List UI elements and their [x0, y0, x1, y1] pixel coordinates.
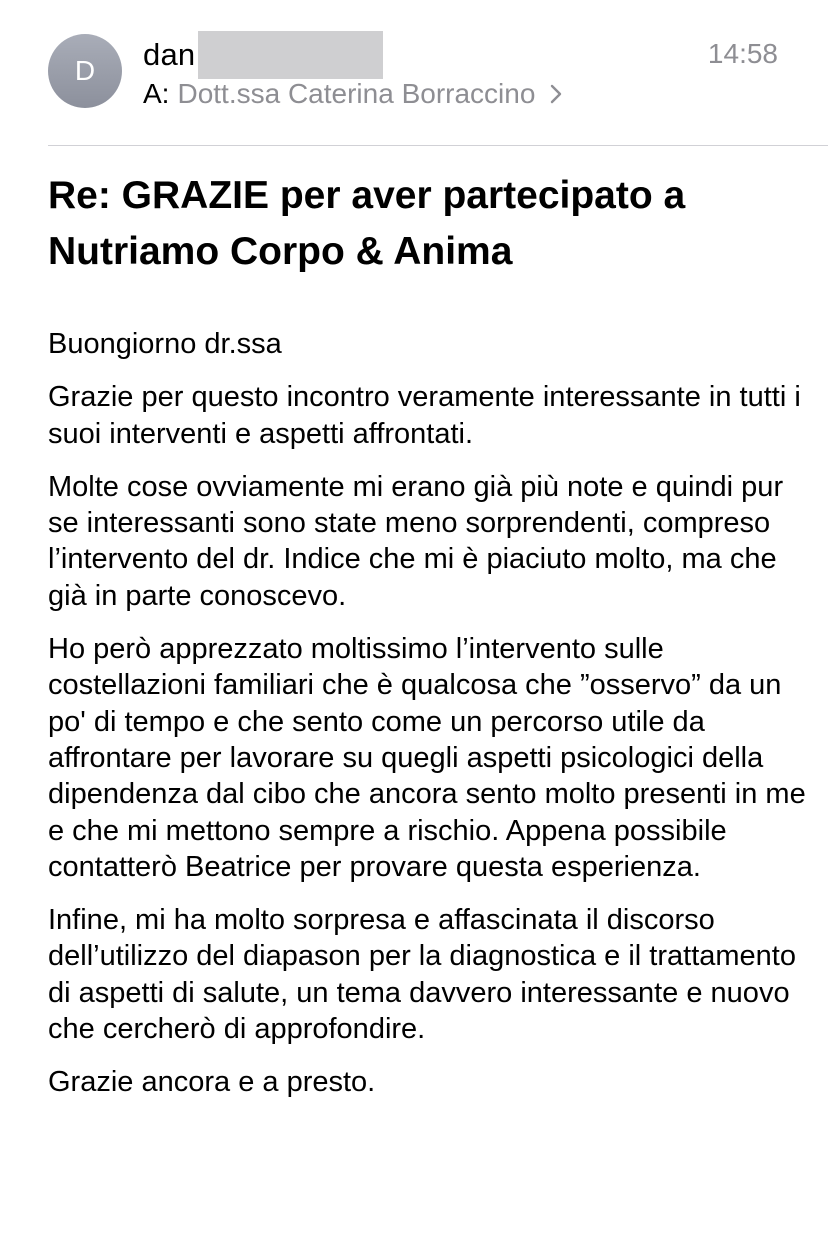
to-label: A: [143, 78, 170, 109]
sender-name[interactable]: dan [143, 37, 196, 72]
body-paragraph: Infine, mi ha molto sorpresa e affascinata il discorso dell’utilizzo del diapason per la diagnostica e il trattamento di aspetti di salute, un tema davvero interessante e nuovo che cercherò di approfondire. [48, 904, 796, 1046]
message-header [0, 0, 828, 146]
body-paragraph: Buongiorno dr.ssa [48, 328, 282, 360]
body-paragraph: Grazie ancora e a presto. [48, 1066, 376, 1099]
message-subject: Re: GRAZIE per aver partecipato a Nutriamo Corpo & Anima [48, 174, 686, 273]
message-body [48, 326, 808, 1118]
recipient-row[interactable] [143, 78, 567, 110]
chevron-right-icon[interactable] [545, 80, 567, 108]
body-paragraph: Grazie per questo incontro veramente interessante in tutti i suoi interventi e aspetti affrontati. [48, 381, 801, 450]
body-paragraph: Ho però apprezzato moltissimo l’intervento sulle costellazioni familiari che è qualcosa che ”osservo” da un po' di tempo e che sento come un percorso utile da affrontare per lavorare su quegli aspetti psicologici della dipendenza dal cibo che ancora sento molto presenti in me e che mi mettono sempre a rischio. Appena possibile contatterò Beatrice per provare questa esperienza. [48, 633, 806, 883]
sender-avatar[interactable]: D [48, 34, 122, 108]
message-time: 14:58 [707, 38, 778, 69]
redacted-sender-block [198, 31, 383, 79]
sender-row[interactable] [143, 30, 383, 80]
header-divider [48, 145, 828, 146]
recipient-name[interactable]: Dott.ssa Caterina Borraccino [177, 78, 536, 109]
body-paragraph: Molte cose ovviamente mi erano già più note e quindi pur se interessanti sono state meno sorprendenti, compreso l’intervento del dr. Indice che mi è piaciuto molto, ma che già in parte conoscevo. [48, 470, 784, 612]
